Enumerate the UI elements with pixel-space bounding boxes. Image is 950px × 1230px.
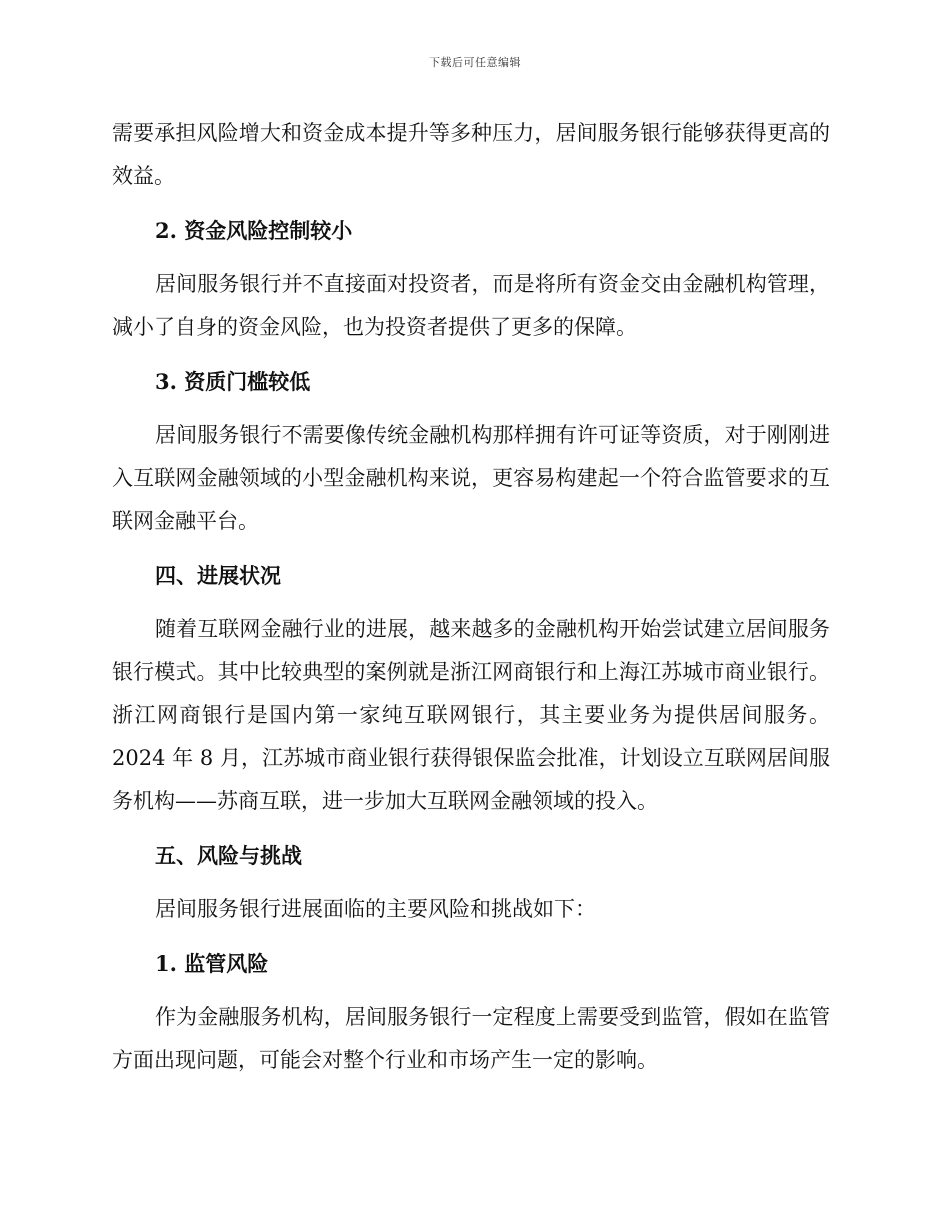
paragraph-risks-intro: 居间服务银行进展面临的主要风险和挑战如下： <box>155 897 596 921</box>
section-heading-qualification: 3. 资质门槛较低 <box>155 369 311 394</box>
section-heading-progress: 四、进展状况 <box>155 563 281 588</box>
paragraph-qualification: 居间服务银行不需要像传统金融机构那样拥有许可证等资质，对于刚刚进入互联网金融领域的小型金融机构来说，更容易构建起一个符合监管要求的互联网金融平台。 <box>112 423 830 533</box>
section-heading-risks: 五、风险与挑战 <box>155 843 302 868</box>
paragraph-progress: 随着互联网金融行业的进展，越来越多的金融机构开始尝试建立居间服务银行模式。其中比较典型的案例就是浙江网商银行和上海江苏城市商业银行。浙江网商银行是国内第一家纯互联网银行，其主要业务为提供居间服务。2024 年 8 月，江苏城市商业银行获得银保监会批准，计划设立互联网居间服务机构——苏商互联，进一步加大互联网金融领域的投入。 <box>112 617 830 813</box>
page-header-note: 下载后可任意编辑 <box>429 56 521 69</box>
paragraph-regulatory-risk: 作为金融服务机构，居间服务银行一定程度上需要受到监管，假如在监管方面出现问题，可能会对整个行业和市场产生一定的影响。 <box>112 1005 830 1072</box>
paragraph-continued: 需要承担风险增大和资金成本提升等多种压力，居间服务银行能够获得更高的效益。 <box>112 121 830 188</box>
paragraph-fund-risk: 居间服务银行并不直接面对投资者，而是将所有资金交由金融机构管理，减小了自身的资金风险，也为投资者提供了更多的保障。 <box>112 272 830 339</box>
document-body <box>112 112 830 1082</box>
section-heading-regulatory-risk: 1. 监管风险 <box>155 951 269 976</box>
section-heading-fund-risk: 2. 资金风险控制较小 <box>155 218 353 243</box>
